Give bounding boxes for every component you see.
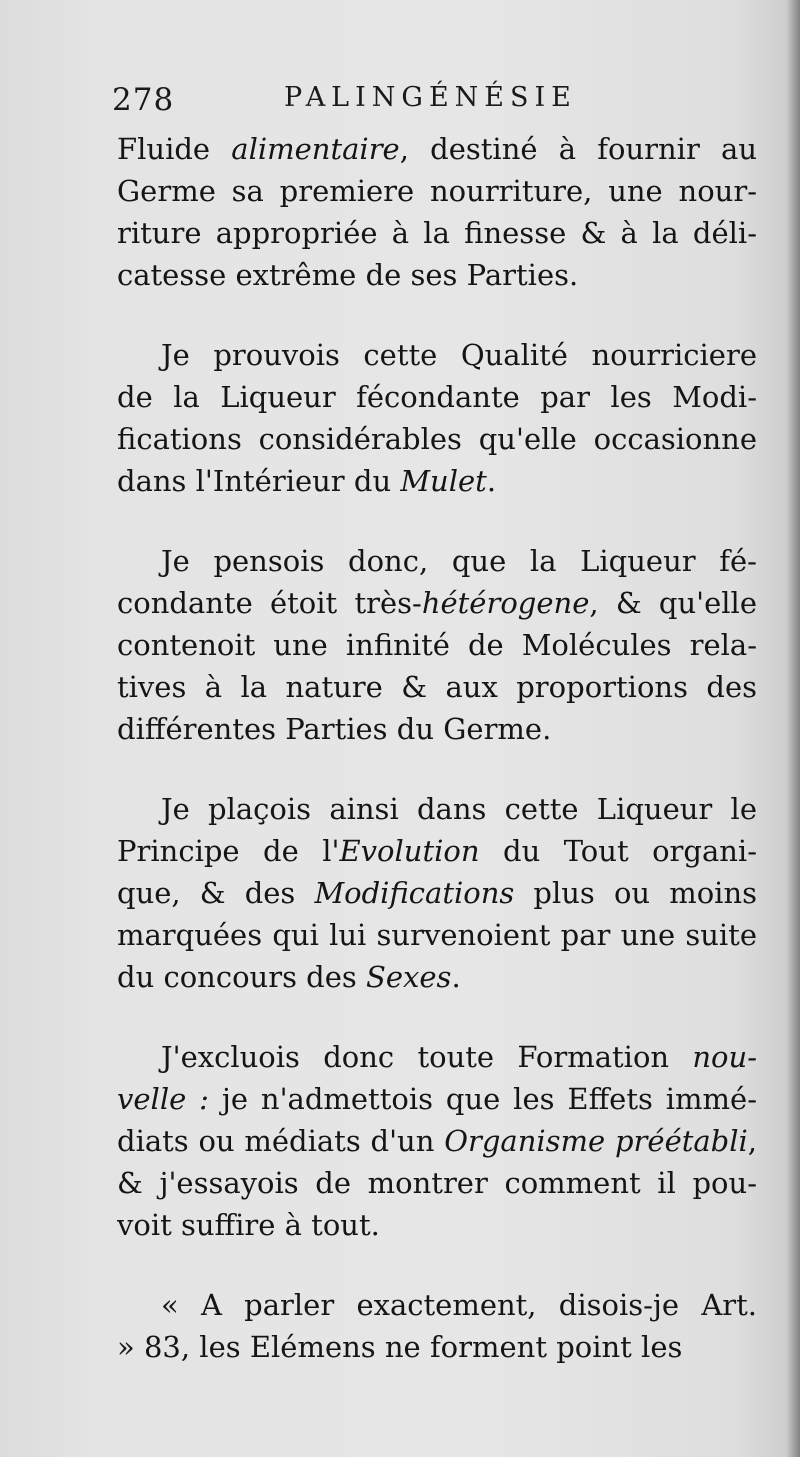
- text-line: [117, 666, 757, 708]
- text-run: ,: [747, 1124, 757, 1158]
- text-line: [117, 1204, 757, 1246]
- text-run: je n'admettois que les Effets immé-: [208, 1082, 757, 1116]
- text-line: [117, 830, 757, 872]
- text-run: » 83, les Elémens ne forment point les: [117, 1330, 683, 1364]
- text-run: fications considérables qu'elle occasionne: [117, 422, 757, 456]
- text-run: .: [451, 960, 461, 994]
- text-line: [117, 128, 757, 170]
- paragraph: [117, 334, 757, 502]
- italic-text: Mulet: [400, 464, 487, 498]
- italic-text: Sexes: [366, 960, 452, 994]
- text-run: Je pensois donc, que la Liqueur fé-: [161, 544, 757, 578]
- text-run: tives à la nature & aux proportions des: [117, 670, 757, 704]
- text-run: , & qu'elle: [589, 586, 757, 620]
- text-line: [117, 582, 757, 624]
- paragraph-gap: [117, 296, 757, 334]
- text-run: de la Liqueur fécondante par les Modi-: [117, 380, 757, 414]
- text-run: du concours des: [117, 960, 367, 994]
- text-run: voit suffire à tout.: [117, 1208, 380, 1242]
- text-run: .: [486, 464, 497, 498]
- text-line: [117, 1162, 757, 1204]
- text-run: différentes Parties du Germe.: [117, 712, 552, 746]
- text-line: [117, 376, 757, 418]
- body-text: [117, 128, 757, 1368]
- text-line: [117, 1326, 757, 1368]
- text-run: catesse extrême de ses Parties.: [117, 258, 579, 292]
- text-line: [117, 254, 757, 296]
- text-run: Principe de l': [117, 834, 340, 868]
- text-run: que, & des: [117, 876, 315, 910]
- italic-text: Evolution: [339, 834, 480, 868]
- text-line: [117, 1078, 757, 1120]
- text-line: [117, 540, 757, 582]
- paragraph: [117, 128, 757, 296]
- text-run: diats ou médiats d'un: [117, 1124, 445, 1158]
- text-run: Je plaçois ainsi dans cette Liqueur le: [161, 792, 757, 826]
- text-line: [117, 418, 757, 460]
- text-line: [117, 170, 757, 212]
- text-run: du Tout organi-: [479, 834, 757, 868]
- running-title: PALINGÉNÉSIE: [284, 82, 577, 113]
- italic-text: alimentaire: [231, 132, 400, 166]
- text-line: [117, 1120, 757, 1162]
- page-gutter-shadow: [786, 0, 800, 1457]
- page-header: [112, 78, 712, 126]
- paragraph: [117, 1036, 757, 1246]
- text-line: [117, 872, 757, 914]
- text-line: [117, 708, 757, 750]
- text-run: dans l'Intérieur du: [117, 464, 401, 498]
- text-line: [117, 914, 757, 956]
- italic-text: hétérogene: [421, 586, 590, 620]
- text-run: contenoit une infinité de Molécules rela-: [117, 628, 757, 662]
- paragraph: [117, 540, 757, 750]
- text-run: condante étoit très-: [117, 586, 422, 620]
- page-number: 278: [112, 82, 175, 118]
- italic-text: Modifications: [314, 876, 515, 910]
- text-run: , destiné à fournir au: [399, 132, 757, 166]
- paragraph-gap: [117, 998, 757, 1036]
- text-line: [117, 1036, 757, 1078]
- paragraph-gap: [117, 750, 757, 788]
- paragraph: [117, 1284, 757, 1368]
- text-run: & j'essayois de montrer comment il pou-: [117, 1166, 757, 1200]
- text-line: [117, 460, 757, 502]
- paragraph-gap: [117, 1246, 757, 1284]
- text-run: Je prouvois cette Qualité nourriciere: [161, 338, 757, 372]
- text-run: J'excluois donc toute Formation: [161, 1040, 693, 1074]
- text-line: [117, 956, 757, 998]
- italic-text: velle :: [117, 1082, 209, 1116]
- text-line: [117, 334, 757, 376]
- italic-text: nou-: [692, 1040, 757, 1074]
- text-run: plus ou moins: [514, 876, 757, 910]
- text-run: Fluide: [117, 132, 232, 166]
- paragraph-gap: [117, 502, 757, 540]
- text-run: « A parler exactement, disois-je Art.: [161, 1288, 757, 1322]
- text-line: [117, 624, 757, 666]
- paragraph: [117, 788, 757, 998]
- text-run: Germe sa premiere nourriture, une nour-: [117, 174, 757, 208]
- italic-text: Organisme préétabli: [444, 1124, 748, 1158]
- text-run: marquées qui lui survenoient par une suite: [117, 918, 757, 952]
- text-run: riture appropriée à la finesse & à la déli-: [117, 216, 757, 250]
- text-line: [117, 212, 757, 254]
- text-line: [117, 1284, 757, 1326]
- text-line: [117, 788, 757, 830]
